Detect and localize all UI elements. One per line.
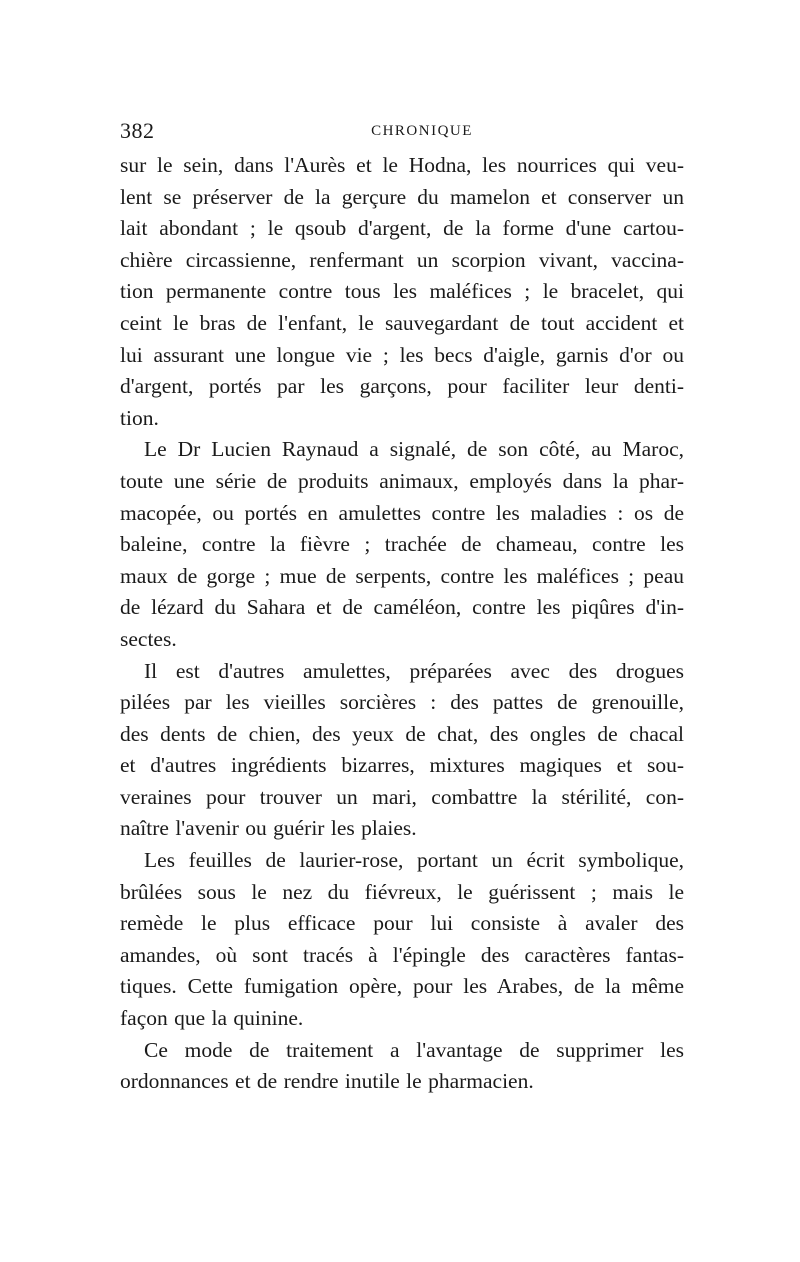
text-line: macopée, ou portés en amulettes contre les maladies : os de: [120, 500, 684, 525]
text-line: Ce mode de traitement a l'avantage de supprimer les: [144, 1037, 684, 1062]
text-line: sectes.: [120, 626, 177, 651]
text-line: chière circassienne, renfermant un scorpion vivant, vaccina-: [120, 247, 684, 272]
text-line: de lézard du Sahara et de caméléon, contre les piqûres d'in-: [120, 595, 684, 620]
text-line: toute une série de produits animaux, employés dans la phar-: [120, 468, 684, 493]
text-line: tiques. Cette fumigation opère, pour les Arabes, de la même: [120, 974, 684, 999]
text-line: brûlées sous le nez du fiévreux, le guérissent ; mais le: [120, 879, 684, 904]
page-header: [120, 118, 684, 148]
text-line: Le Dr Lucien Raynaud a signalé, de son côté, au Maroc,: [144, 437, 684, 462]
text-line: veraines pour trouver un mari, combattre la stérilité, con-: [120, 784, 684, 809]
text-line: des dents de chien, des yeux de chat, des ongles de chacal: [120, 721, 684, 746]
text-line: remède le plus efficace pour lui consiste à avaler des: [120, 911, 684, 936]
running-head: CHRONIQUE: [371, 123, 473, 139]
text-line: ordonnances et de rendre inutile le pharmacien.: [120, 1069, 534, 1094]
paragraph: [120, 656, 684, 846]
paragraph: [120, 845, 684, 1035]
text-line: ceint le bras de l'enfant, le sauvegardant de tout accident et: [120, 310, 684, 335]
text-line: naître l'avenir ou guérir les plaies.: [120, 816, 417, 841]
text-line: d'argent, portés par les garçons, pour faciliter leur denti-: [120, 374, 684, 399]
paragraph: [120, 150, 684, 434]
text-line: Il est d'autres amulettes, préparées avec des drogues: [144, 658, 684, 683]
page-number: 382: [120, 118, 155, 143]
text-line: Les feuilles de laurier-rose, portant un écrit symbolique,: [144, 848, 684, 873]
text-line: tion.: [120, 405, 159, 430]
paragraph: [120, 434, 684, 655]
text-line: lait abondant ; le qsoub d'argent, de la forme d'une cartou-: [120, 216, 684, 241]
text-line: maux de gorge ; mue de serpents, contre les maléfices ; peau: [120, 563, 684, 588]
text-line: tion permanente contre tous les maléfices ; le bracelet, qui: [120, 279, 684, 304]
text-line: lui assurant une longue vie ; les becs d'aigle, garnis d'or ou: [120, 342, 684, 367]
body-text: [120, 150, 684, 1098]
paragraph: [120, 1035, 684, 1098]
text-line: lent se préserver de la gerçure du mamelon et conserver un: [120, 184, 684, 209]
text-line: pilées par les vieilles sorcières : des pattes de grenouille,: [120, 690, 684, 715]
text-line: baleine, contre la fièvre ; trachée de chameau, contre les: [120, 532, 684, 557]
text-line: amandes, où sont tracés à l'épingle des caractères fantas-: [120, 942, 684, 967]
text-line: sur le sein, dans l'Aurès et le Hodna, les nourrices qui veu-: [120, 153, 684, 177]
text-line: façon que la quinine.: [120, 1006, 304, 1031]
text-line: et d'autres ingrédients bizarres, mixtures magiques et sou-: [120, 753, 684, 778]
